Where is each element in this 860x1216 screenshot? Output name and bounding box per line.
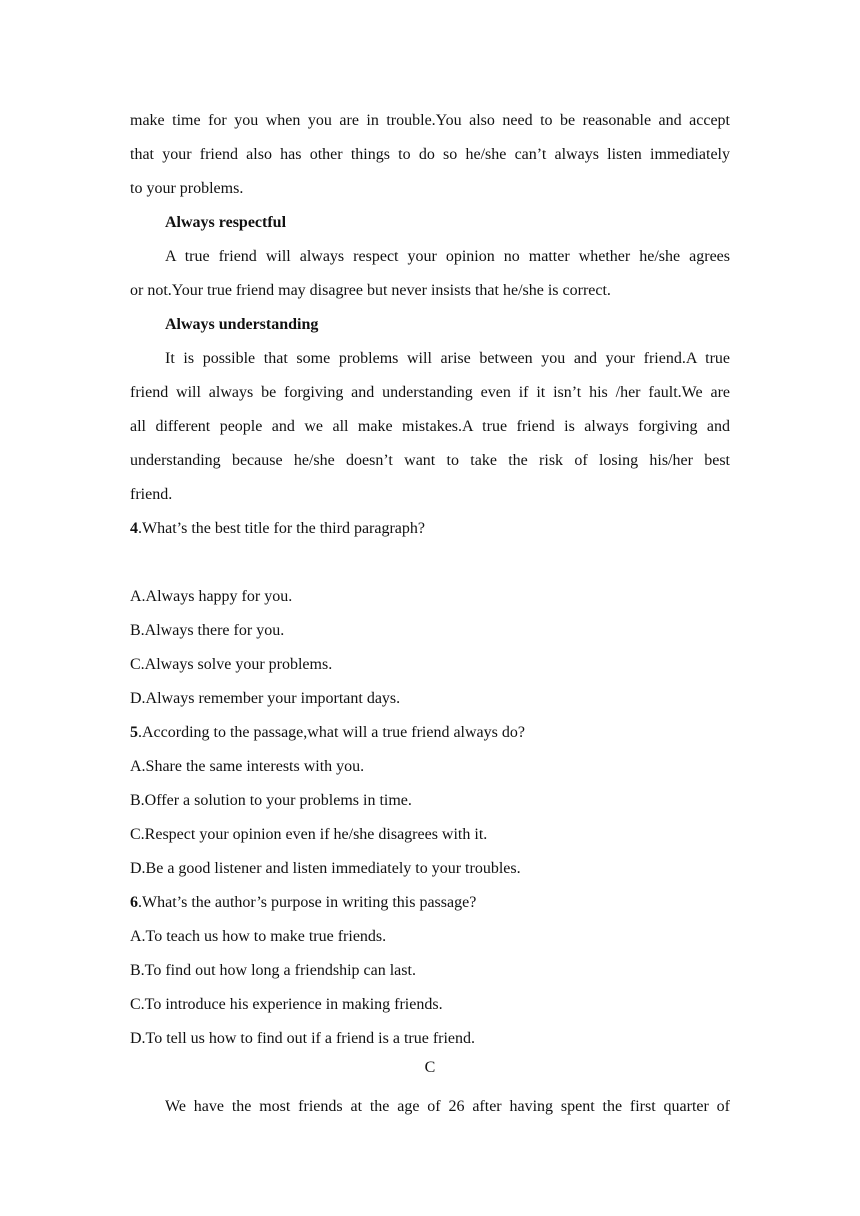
section-label-c: C bbox=[424, 1059, 436, 1076]
section-heading-understanding: Always understanding bbox=[165, 316, 319, 333]
section-heading-respectful: Always respectful bbox=[165, 214, 287, 231]
paragraph-line: make time for you when you are in trouble.You also need to be reasonable and accept bbox=[130, 112, 730, 129]
document-page bbox=[130, 104, 730, 1124]
option-d: D.To tell us how to find out if a friend is a true friend. bbox=[130, 1030, 476, 1047]
paragraph-line: all different people and we all make mistakes.A true friend is always forgiving and bbox=[130, 418, 730, 435]
blank-line bbox=[130, 546, 730, 580]
paragraph-line: We have the most friends at the age of 26 after having spent the first quarter of bbox=[165, 1098, 730, 1115]
paragraph-line: or not.Your true friend may disagree but never insists that he/she is correct. bbox=[130, 282, 611, 299]
option-d: D.Always remember your important days. bbox=[130, 690, 401, 707]
question-number: 5 bbox=[130, 724, 138, 741]
question-4 bbox=[130, 512, 730, 546]
option-c: C.To introduce his experience in making friends. bbox=[130, 996, 443, 1013]
option-b: B.Offer a solution to your problems in time. bbox=[130, 792, 412, 809]
option-a: A.Always happy for you. bbox=[130, 588, 293, 605]
option-a: A.To teach us how to make true friends. bbox=[130, 928, 387, 945]
question-number: 4 bbox=[130, 520, 138, 537]
question-text: .According to the passage,what will a true friend always do? bbox=[138, 724, 525, 741]
option-d: D.Be a good listener and listen immediately to your troubles. bbox=[130, 860, 521, 877]
question-text: .What’s the author’s purpose in writing this passage? bbox=[138, 894, 477, 911]
question-6 bbox=[130, 886, 730, 920]
paragraph-line: A true friend will always respect your opinion no matter whether he/she agrees bbox=[165, 248, 730, 265]
paragraph-line: to your problems. bbox=[130, 180, 244, 197]
paragraph-line: friend will always be forgiving and understanding even if it isn’t his /her fault.We are bbox=[130, 384, 730, 401]
question-5 bbox=[130, 716, 730, 750]
paragraph-line: understanding because he/she doesn’t want to take the risk of losing his/her best bbox=[130, 452, 730, 469]
paragraph-line: that your friend also has other things to do so he/she can’t always listen immediately bbox=[130, 146, 730, 163]
question-text: .What’s the best title for the third paragraph? bbox=[138, 520, 426, 537]
option-b: B.Always there for you. bbox=[130, 622, 285, 639]
option-b: B.To find out how long a friendship can last. bbox=[130, 962, 416, 979]
paragraph-line: friend. bbox=[130, 486, 173, 503]
option-c: C.Respect your opinion even if he/she disagrees with it. bbox=[130, 826, 488, 843]
option-c: C.Always solve your problems. bbox=[130, 656, 333, 673]
paragraph-line: It is possible that some problems will arise between you and your friend.A true bbox=[165, 350, 730, 367]
question-number: 6 bbox=[130, 894, 138, 911]
option-a: A.Share the same interests with you. bbox=[130, 758, 365, 775]
